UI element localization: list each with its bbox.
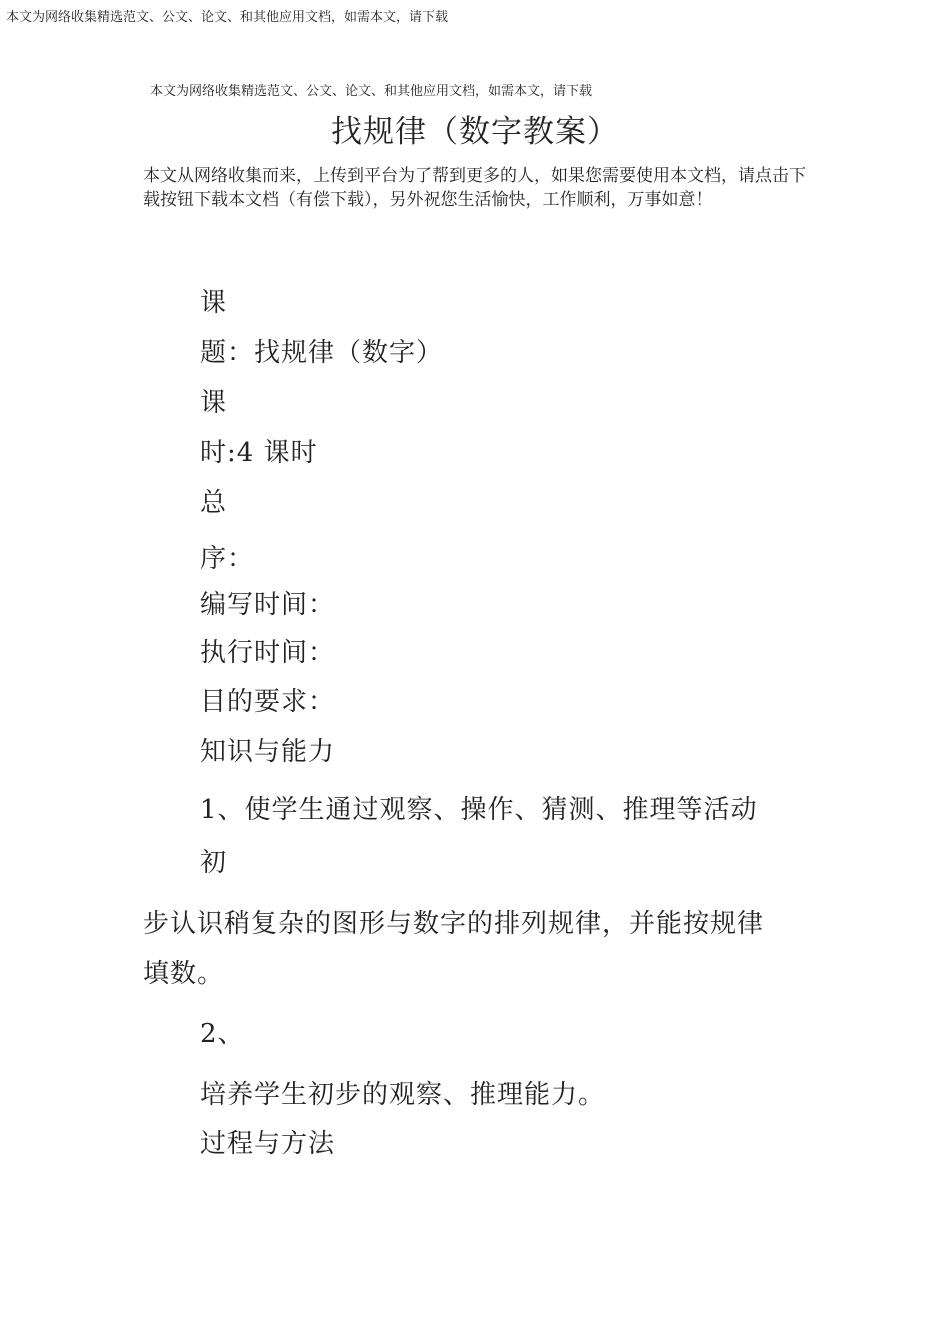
body-line: 步认识稍复杂的图形与数字的排列规律，并能按规律	[143, 909, 765, 939]
body-line: 序：	[200, 544, 255, 574]
body-line: 2、	[200, 1019, 245, 1049]
body-line: 课	[200, 288, 228, 318]
body-line: 培养学生初步的观察、推理能力。	[200, 1080, 606, 1110]
body-line: 知识与能力	[200, 737, 336, 767]
body-line: 过程与方法	[200, 1129, 336, 1159]
body-line: 1、使学生通过观察、操作、猜测、推理等活动	[200, 795, 758, 825]
body-line: 课	[200, 388, 228, 418]
document-header: 本文为网络收集精选范文、公文、论文、和其他应用文档，如需本文，请下载	[150, 84, 593, 99]
body-line: 目的要求：	[200, 687, 336, 717]
body-line: 初	[200, 848, 228, 878]
document-title: 找规律（数字教案）	[331, 114, 619, 150]
body-line: 填数。	[143, 959, 225, 989]
body-line: 执行时间：	[200, 638, 336, 668]
body-line: 题：找规律（数字）	[200, 338, 444, 368]
intro-paragraph: 本文从网络收集而来，上传到平台为了帮到更多的人，如果您需要使用本文档，请点击下载按钮下载本文档（有偿下载），另外祝您生活愉快，工作顺利，万事如意！	[143, 166, 806, 210]
page-top-header: 本文为网络收集精选范文、公文、论文、和其他应用文档，如需本文，请下载	[6, 10, 449, 25]
body-line: 总	[200, 488, 228, 518]
body-line: 编写时间：	[200, 590, 336, 620]
body-line: 时:4 课时	[200, 438, 318, 468]
